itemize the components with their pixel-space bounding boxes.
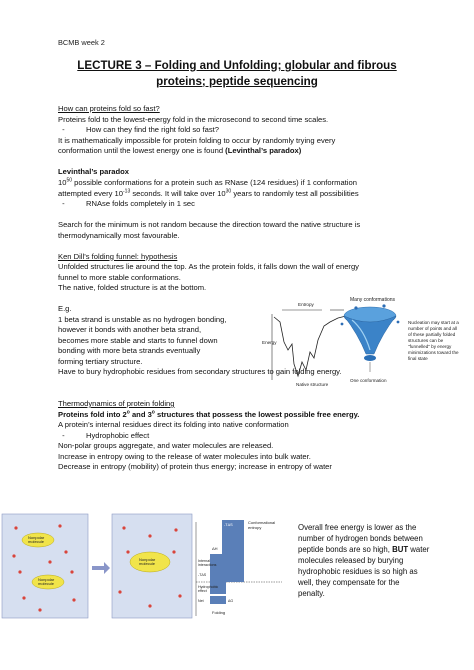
paragraph-line: The native, folded structure is at the bottom.: [58, 283, 207, 292]
text-span: structures that possess the lowest possible free energy.: [154, 409, 360, 419]
section-heading-levinthal: Levinthal’s paradox: [58, 167, 130, 176]
levinthal-ref: (Levinthal’s paradox): [225, 146, 302, 155]
title-line-2: proteins; peptide sequencing: [156, 74, 318, 88]
text-span: peptide bonds are so high,: [298, 545, 393, 554]
bullet-item: [58, 199, 195, 209]
panel-dispersed: [2, 514, 88, 618]
energy-curve: [274, 316, 346, 376]
paragraph-line: bonding with more beta strands eventually: [58, 346, 201, 355]
title-line-1: LECTURE 3 – Folding and Unfolding; globular and fibrous: [77, 59, 397, 72]
text-span: Proteins fold into 2: [58, 409, 127, 419]
paragraph-line: funnel to more stable conformations.: [58, 272, 181, 282]
paragraph-line: Increase in entropy owing to the release of water molecules into bulk water.: [58, 451, 311, 461]
superscript: -13: [123, 187, 131, 194]
process-arrow: [92, 562, 110, 574]
summary-line: well, they compensate for the: [298, 578, 400, 587]
bullet-dash: -: [60, 199, 65, 208]
conformation-dot: [397, 321, 400, 324]
paragraph-line: however it bonds with another beta strand,: [58, 325, 202, 334]
internal-interactions-bar: [210, 554, 226, 582]
section-heading-funnel: Ken Dill’s folding funnel: hypothesis: [58, 251, 178, 261]
paragraph-line: [58, 189, 359, 199]
folding-label: Folding: [212, 610, 226, 615]
text-span: 10: [58, 178, 67, 187]
note-line: number of points and all: [408, 326, 458, 331]
text-span: possible conformations for a protein such as RNase (124 residues) if 1 conformation: [72, 178, 357, 187]
paragraph-line: Have to bury hydrophobic residues from secondary structures to gain folding energy.: [58, 367, 342, 376]
paragraph-line: A protein’s internal residues direct its folding into native conformation: [58, 420, 289, 429]
funnel-3d: [341, 297, 400, 383]
superscript: o: [151, 408, 155, 415]
bar-caption: interactions: [198, 563, 217, 567]
entropy-label: Entropy: [298, 302, 314, 307]
paragraph-line: Proteins fold to the lowest-energy fold in the microsecond to second time scales.: [58, 114, 329, 124]
conformation-dot: [354, 306, 357, 309]
text-span: conformation until the lowest energy one is found: [58, 146, 226, 155]
bar-caption: Net: [198, 599, 204, 603]
bullet-text: How can they find the right fold so fast?: [86, 125, 219, 134]
bullet-dash: -: [60, 125, 65, 134]
folding-funnel-figure: [260, 292, 472, 392]
bar-caption: Hydrophobic: [198, 585, 219, 589]
summary-line: penalty.: [298, 589, 325, 598]
nonpolar-label: Nonpolar: [139, 557, 156, 562]
nonpolar-label: Nonpolar: [28, 535, 45, 540]
superscript: 30: [225, 187, 232, 194]
paragraph-line: [58, 146, 301, 156]
bar-label: ΔG: [228, 599, 234, 603]
paragraph-line: Unfolded structures lie around the top. As the protein folds, it falls down the wall of energy: [58, 262, 359, 271]
summary-line: hydrophobic residues is so high as: [298, 567, 418, 576]
free-energy-bars: [196, 520, 282, 616]
section-heading-thermodynamics: Thermodynamics of protein folding: [58, 399, 175, 408]
paragraph-line: forming tertiary structure.: [58, 356, 143, 366]
paragraph-line: It is mathematically impossible for protein folding to occur by randomly trying every: [58, 135, 336, 145]
bullet-text: RNAse folds completely in 1 sec: [86, 199, 195, 208]
text-span: water: [408, 545, 430, 554]
nonpolar-label: molecule: [28, 539, 45, 544]
note-line: structures can be: [408, 338, 444, 343]
paragraph-line: Search for the minimum is not random because the direction toward the native structure is: [58, 220, 361, 229]
summary-line: Overall free energy is lower as the: [298, 523, 417, 532]
bullet-item: [58, 125, 219, 135]
native-structure-label: Native structure: [296, 382, 329, 387]
page-header: BCMB week 2: [58, 38, 105, 47]
lecture-title: [30, 58, 444, 89]
bar-label: ΔH: [212, 546, 218, 551]
bar-caption: effect: [198, 589, 207, 593]
one-conformation-label: One conformation: [350, 378, 387, 383]
energy-label: Energy: [262, 340, 277, 345]
bullet-dash: -: [60, 430, 65, 440]
text-span: and 3: [129, 409, 152, 419]
paragraph-line: E.g.: [58, 304, 72, 313]
text-span: years to randomly test all possibilities: [231, 188, 359, 198]
bar-caption: Internal: [198, 559, 210, 563]
nonpolar-label: molecule: [139, 561, 156, 566]
paragraph-line: thermodynamically most favourable.: [58, 230, 180, 240]
superscript: o: [126, 408, 130, 415]
nonpolar-label: molecule: [38, 581, 55, 586]
paragraph-line: 1 beta strand is unstable as no hydrogen bonding,: [58, 314, 227, 324]
summary-line: [298, 544, 429, 555]
summary-line: number of hydrogen bonds between: [298, 534, 423, 543]
paragraph-line: [58, 178, 357, 188]
superscript: 50: [66, 177, 73, 184]
paragraph-line: Decrease in entropy (mobility) of protein thus energy; increase in entropy of water: [58, 462, 332, 471]
section-heading-fast-folding: How can proteins fold so fast?: [58, 104, 160, 113]
text-span: seconds. It will take over 10: [130, 188, 226, 198]
note-line: of these partially folded: [408, 332, 456, 337]
note-line: minimizations toward the: [408, 350, 459, 355]
many-conformations-label: Many conformations: [350, 297, 396, 303]
funnel-tip: [364, 355, 376, 361]
energy-landscape-plot: [262, 302, 346, 387]
bullet-item: [58, 431, 149, 441]
paragraph-line: [58, 410, 359, 420]
conformation-dot: [382, 304, 385, 307]
note-line: Nucleation may start at a: [408, 320, 459, 325]
emphasis: BUT: [392, 545, 409, 554]
text-span: attempted every 10: [58, 188, 124, 198]
bar-label: -TΔS: [224, 523, 233, 527]
bar-label: -TΔS: [198, 573, 207, 577]
net-free-energy-bar: [210, 596, 226, 604]
paragraph-line: becomes more stable and starts to funnel down: [58, 335, 218, 345]
note-line: "funnelled" by energy: [408, 344, 452, 349]
conformation-dot: [341, 323, 344, 326]
nonpolar-label: Nonpolar: [38, 577, 55, 582]
summary-paragraph: [298, 522, 429, 599]
hydrophobic-effect-figure: [0, 512, 284, 622]
bullet-text: Hydrophobic effect: [86, 430, 150, 440]
bar-caption: Conformational: [248, 520, 276, 525]
funnel-note: [408, 320, 459, 361]
summary-line: molecules released by burying: [298, 556, 404, 565]
paragraph-line: Non-polar groups aggregate, and water molecules are released.: [58, 441, 274, 450]
note-line: final state: [408, 356, 428, 361]
bar-caption: entropy: [248, 525, 262, 530]
